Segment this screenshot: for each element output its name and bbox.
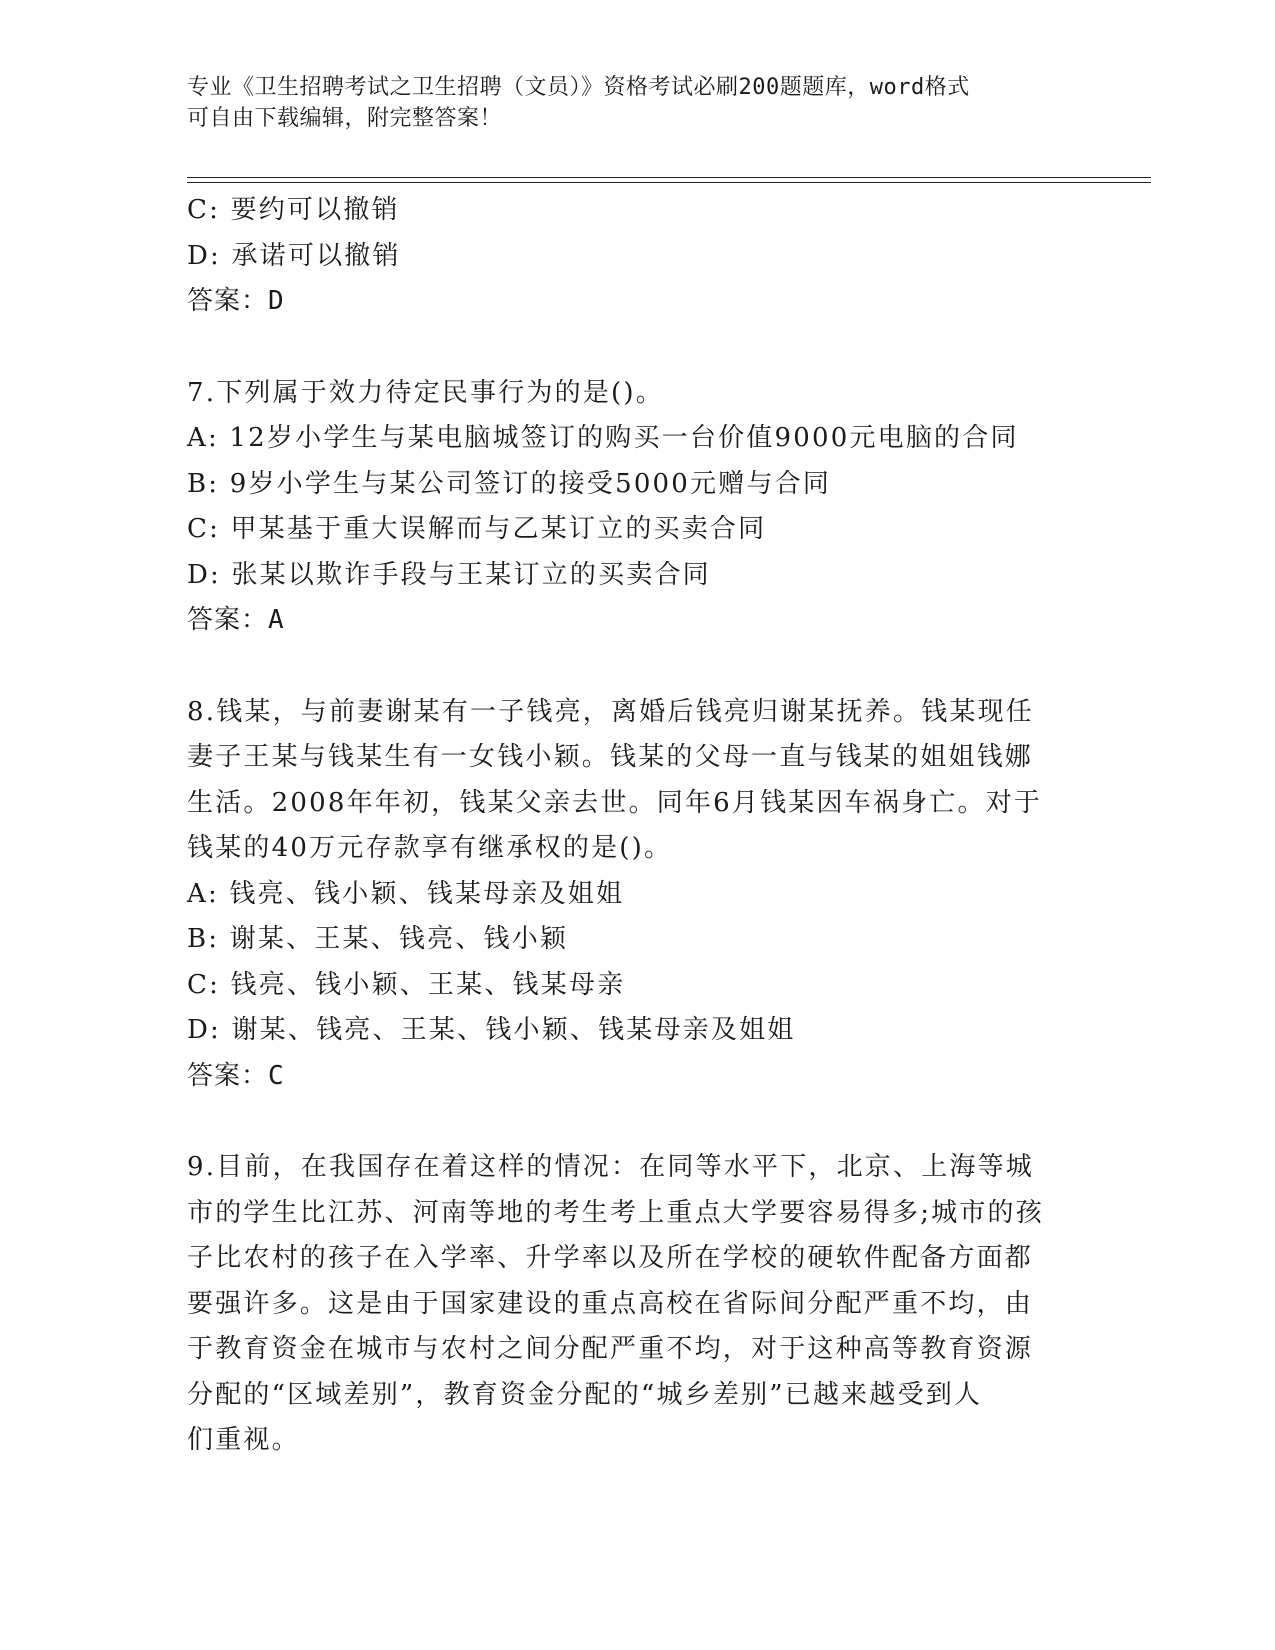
question-stem-line: 市的学生比江苏、河南等地的考生考上重点大学要容易得多;城市的孩 bbox=[187, 1197, 1044, 1228]
question-stem-line: 分配的“区域差别”，教育资金分配的“城乡差别”已越来越受到人 bbox=[187, 1379, 983, 1410]
question-stem-line: 要强许多。这是由于国家建设的重点高校在省际间分配严重不均，由 bbox=[187, 1288, 1034, 1319]
question-stem-line: 9.目前，在我国存在着这样的情况：在同等水平下，北京、上海等城 bbox=[187, 1152, 1035, 1182]
question-stem-line: 子比农村的孩子在入学率、升学率以及所在学校的硬软件配备方面都 bbox=[187, 1243, 1034, 1273]
question-6-tail bbox=[187, 188, 1087, 325]
option-d: D: 张某以欺诈手段与王某订立的买卖合同 bbox=[187, 559, 711, 590]
question-stem-line: 于教育资金在城市与农村之间分配严重不均，对于这种高等教育资源 bbox=[187, 1334, 1034, 1364]
question-9 bbox=[187, 1145, 1087, 1464]
question-stem-line: 们重视。 bbox=[187, 1425, 300, 1455]
question-7 bbox=[187, 371, 1087, 644]
question-stem: 7.下列属于效力待定民事行为的是()。 bbox=[187, 377, 664, 408]
question-stem-line: 钱某的40万元存款享有继承权的是()。 bbox=[187, 833, 673, 863]
header-title-line-1: 专业《卫生招聘考试之卫生招聘（文员）》资格考试必刷200题题库，word格式 bbox=[187, 75, 970, 100]
option-c: C: 钱亮、钱小颖、王某、钱某母亲 bbox=[187, 969, 626, 1000]
answer-line: 答案：D bbox=[187, 286, 285, 316]
question-stem-line: 生活。2008年年初，钱某父亲去世。同年6月钱某因车祸身亡。对于 bbox=[187, 787, 1043, 818]
spacer bbox=[187, 1099, 1087, 1145]
question-stem-line: 妻子王某与钱某生有一女钱小颖。钱某的父母一直与钱某的姐姐钱娜 bbox=[187, 742, 1034, 772]
answer-line: 答案：C bbox=[187, 1060, 285, 1091]
option-a: A: 钱亮、钱小颖、钱某母亲及姐姐 bbox=[187, 878, 625, 909]
header-divider bbox=[187, 177, 1151, 183]
option-d: D: 承诺可以撤销 bbox=[187, 240, 401, 271]
option-d: D: 谢某、钱亮、王某、钱小颖、钱某母亲及姐姐 bbox=[187, 1015, 796, 1045]
question-8 bbox=[187, 690, 1087, 1100]
answer-line: 答案：A bbox=[187, 605, 285, 635]
option-b: B: 9岁小学生与某公司签订的接受5000元赠与合同 bbox=[187, 468, 832, 499]
option-c: C: 甲某基于重大误解而与乙某订立的买卖合同 bbox=[187, 514, 767, 544]
option-c: C: 要约可以撤销 bbox=[187, 195, 400, 225]
option-b: B: 谢某、王某、钱亮、钱小颖 bbox=[187, 924, 569, 954]
question-stem-line: 8.钱某，与前妻谢某有一子钱亮，离婚后钱亮归谢某抚养。钱某现任 bbox=[187, 696, 1035, 727]
header-title-line-2: 可自由下载编辑，附完整答案！ bbox=[187, 106, 503, 131]
document-body bbox=[187, 188, 1087, 1464]
option-a: A: 12岁小学生与某电脑城签订的购买一台价值9000元电脑的合同 bbox=[187, 423, 1019, 453]
page-header bbox=[187, 72, 1067, 134]
spacer bbox=[187, 325, 1087, 371]
spacer bbox=[187, 644, 1087, 690]
